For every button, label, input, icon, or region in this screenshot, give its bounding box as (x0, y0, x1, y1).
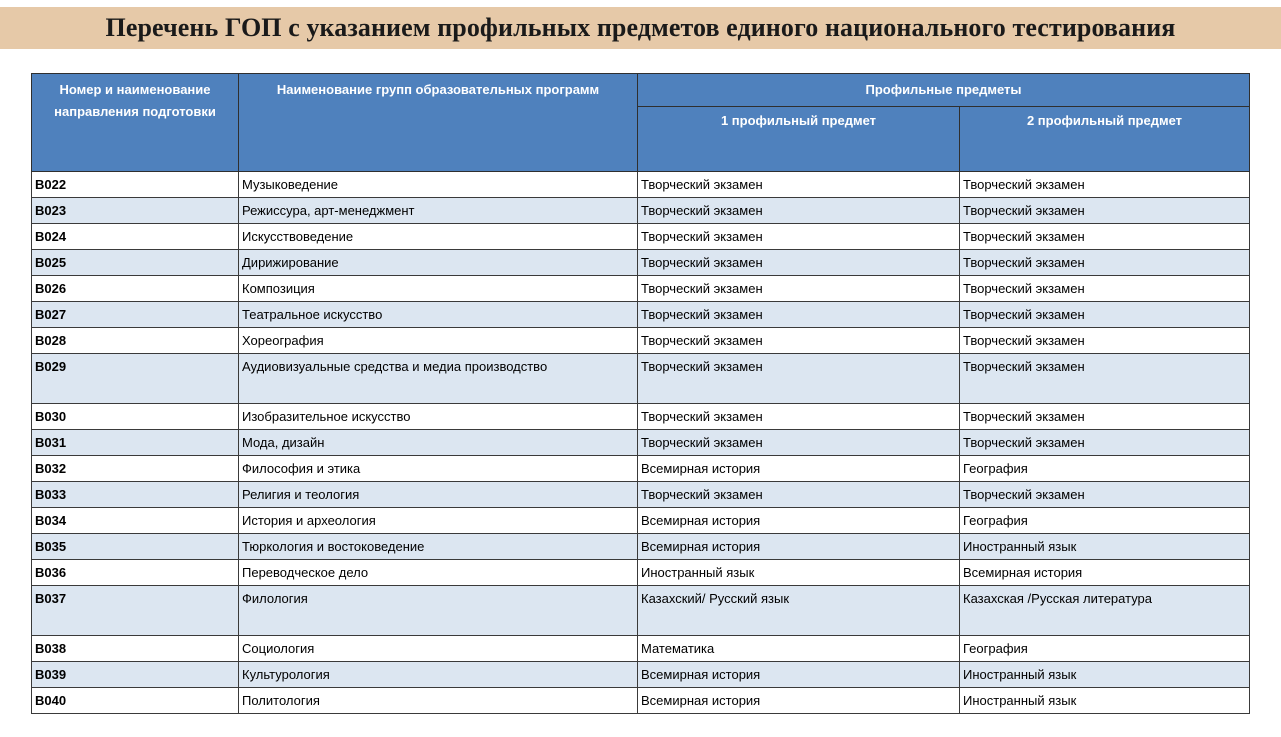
cell-subject-2: Творческий экзамен (960, 404, 1250, 430)
cell-subject-2: География (960, 508, 1250, 534)
cell-subject-1: Творческий экзамен (638, 224, 960, 250)
cell-subject-1: Творческий экзамен (638, 482, 960, 508)
cell-code: В030 (32, 404, 239, 430)
cell-subject-2: Творческий экзамен (960, 250, 1250, 276)
cell-group: Тюркология и востоковедение (239, 534, 638, 560)
table-body (32, 172, 1250, 714)
cell-subject-2: Творческий экзамен (960, 198, 1250, 224)
cell-code: В025 (32, 250, 239, 276)
cell-subject-1: Всемирная история (638, 456, 960, 482)
cell-subject-2: Творческий экзамен (960, 430, 1250, 456)
cell-code: В028 (32, 328, 239, 354)
cell-subject-2: Иностранный язык (960, 534, 1250, 560)
cell-subject-2: Творческий экзамен (960, 482, 1250, 508)
cell-subject-1: Всемирная история (638, 688, 960, 714)
page-title: Перечень ГОП с указанием профильных предметов единого национального тестирования (105, 13, 1176, 42)
cell-code: В039 (32, 662, 239, 688)
cell-group: Религия и теология (239, 482, 638, 508)
cell-code: В033 (32, 482, 239, 508)
cell-group: Искусствоведение (239, 224, 638, 250)
cell-group: Изобразительное искусство (239, 404, 638, 430)
cell-group: Политология (239, 688, 638, 714)
cell-group: Дирижирование (239, 250, 638, 276)
cell-group: Хореография (239, 328, 638, 354)
cell-subject-2: Творческий экзамен (960, 328, 1250, 354)
cell-code: В022 (32, 172, 239, 198)
table-row (32, 508, 1250, 534)
table-row (32, 404, 1250, 430)
cell-subject-2: Творческий экзамен (960, 276, 1250, 302)
cell-code: В038 (32, 636, 239, 662)
cell-code: В024 (32, 224, 239, 250)
cell-group: Аудиовизуальные средства и медиа производство (239, 354, 638, 404)
table-row (32, 328, 1250, 354)
cell-subject-2: Творческий экзамен (960, 302, 1250, 328)
cell-subject-1: Казахский/ Русский язык (638, 586, 960, 636)
cell-subject-2: Иностранный язык (960, 662, 1250, 688)
table-row (32, 636, 1250, 662)
table-row (32, 250, 1250, 276)
cell-subject-1: Всемирная история (638, 662, 960, 688)
table-row (32, 456, 1250, 482)
cell-subject-1: Творческий экзамен (638, 354, 960, 404)
cell-subject-1: Творческий экзамен (638, 172, 960, 198)
cell-group: Театральное искусство (239, 302, 638, 328)
cell-code: В032 (32, 456, 239, 482)
gop-table (31, 73, 1250, 714)
table-row (32, 224, 1250, 250)
header-subject-2: 2 профильный предмет (960, 107, 1250, 172)
cell-subject-1: Иностранный язык (638, 560, 960, 586)
table-row (32, 302, 1250, 328)
cell-group: Композиция (239, 276, 638, 302)
table-row (32, 534, 1250, 560)
cell-subject-2: Казахская /Русская литература (960, 586, 1250, 636)
header-code: Номер и наименование направления подготовки (32, 74, 239, 172)
table-row (32, 172, 1250, 198)
cell-subject-2: Творческий экзамен (960, 354, 1250, 404)
table-row (32, 198, 1250, 224)
cell-subject-2: Творческий экзамен (960, 224, 1250, 250)
cell-code: В027 (32, 302, 239, 328)
cell-code: В029 (32, 354, 239, 404)
cell-subject-1: Всемирная история (638, 534, 960, 560)
table-row (32, 560, 1250, 586)
cell-subject-1: Творческий экзамен (638, 430, 960, 456)
cell-group: Переводческое дело (239, 560, 638, 586)
table-row (32, 662, 1250, 688)
cell-code: В036 (32, 560, 239, 586)
header-profile-subjects: Профильные предметы (638, 74, 1250, 107)
cell-group: Культурология (239, 662, 638, 688)
cell-subject-1: Всемирная история (638, 508, 960, 534)
cell-subject-1: Творческий экзамен (638, 302, 960, 328)
table-row (32, 482, 1250, 508)
cell-subject-1: Математика (638, 636, 960, 662)
table-row (32, 276, 1250, 302)
cell-subject-2: Творческий экзамен (960, 172, 1250, 198)
cell-group: Мода, дизайн (239, 430, 638, 456)
cell-subject-2: Всемирная история (960, 560, 1250, 586)
cell-group: Филология (239, 586, 638, 636)
cell-code: В034 (32, 508, 239, 534)
cell-group: Музыковедение (239, 172, 638, 198)
cell-subject-1: Творческий экзамен (638, 404, 960, 430)
header-subject-1: 1 профильный предмет (638, 107, 960, 172)
table-row (32, 586, 1250, 636)
table-row (32, 688, 1250, 714)
cell-group: Режиссура, арт-менеджмент (239, 198, 638, 224)
table-row (32, 430, 1250, 456)
header-group: Наименование групп образовательных программ (239, 74, 638, 172)
cell-subject-1: Творческий экзамен (638, 198, 960, 224)
cell-code: В040 (32, 688, 239, 714)
title-banner (0, 7, 1281, 49)
cell-code: В037 (32, 586, 239, 636)
table-header (32, 74, 1250, 172)
cell-subject-1: Творческий экзамен (638, 276, 960, 302)
cell-group: Философия и этика (239, 456, 638, 482)
cell-code: В026 (32, 276, 239, 302)
cell-subject-2: География (960, 636, 1250, 662)
cell-code: В031 (32, 430, 239, 456)
cell-group: История и археология (239, 508, 638, 534)
cell-subject-1: Творческий экзамен (638, 250, 960, 276)
cell-subject-2: Иностранный язык (960, 688, 1250, 714)
cell-group: Социология (239, 636, 638, 662)
cell-code: В023 (32, 198, 239, 224)
cell-subject-2: География (960, 456, 1250, 482)
cell-code: В035 (32, 534, 239, 560)
table-row (32, 354, 1250, 404)
cell-subject-1: Творческий экзамен (638, 328, 960, 354)
